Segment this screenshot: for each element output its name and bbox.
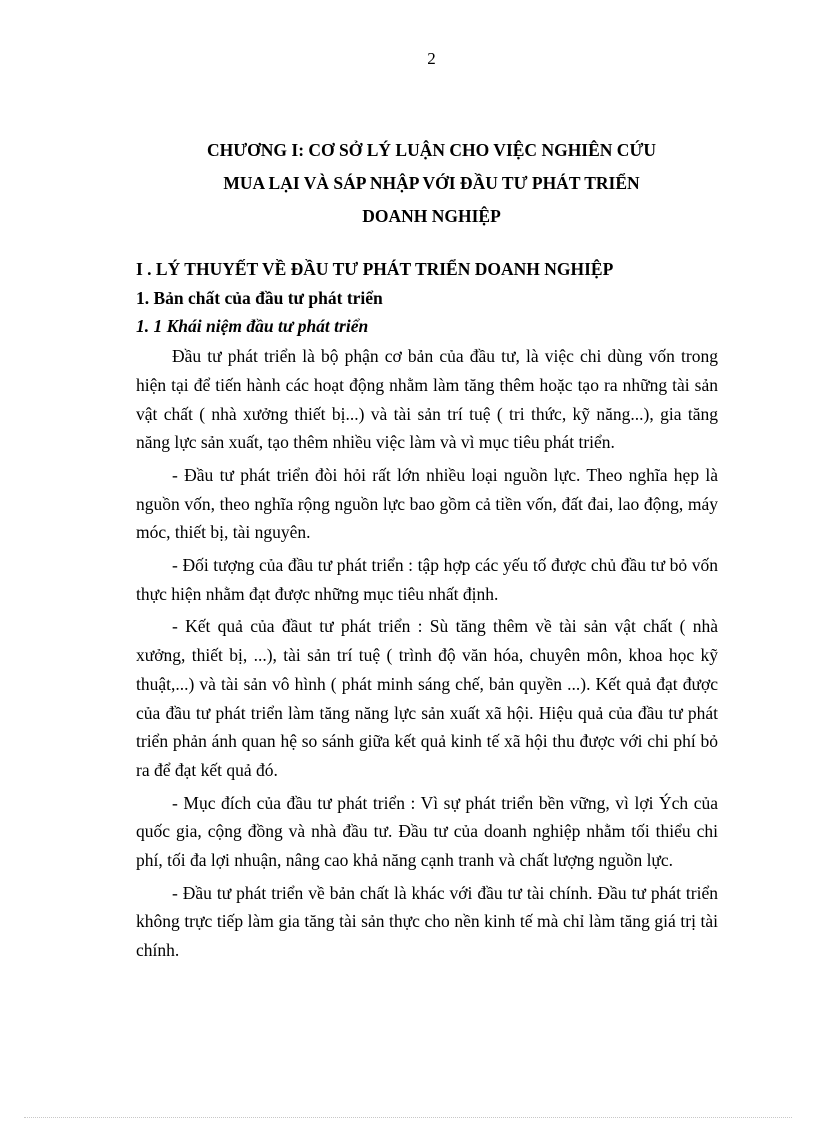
chapter-title — [136, 134, 727, 233]
paragraph-objects: - Đối tượng của đầu tư phát triển : tập hợp các yếu tố được chủ đầu tư bỏ vốn thực hiện nhằm đạt được những mục tiêu nhất định. — [136, 555, 718, 604]
paragraph-resources: - Đầu tư phát triển đòi hỏi rất lớn nhiều loại nguồn lực. Theo nghĩa hẹp là nguồn vốn, theo nghĩa rộng nguồn lực bao gồm cả tiền vốn, đất đai, lao động, máy móc, thiết bị, tài nguyên. — [136, 464, 718, 543]
chapter-title-line-2: MUA LẠI VÀ SÁP NHẬP VỚI ĐẦU TƯ PHÁT TRIỂN — [223, 173, 640, 193]
chapter-title-line-3: DOANH NGHIỆP — [362, 206, 501, 226]
page-bottom-divider — [24, 1117, 792, 1118]
paragraph-nature: - Đầu tư phát triển về bản chất là khác với đầu tư tài chính. Đầu tư phát triển không trực tiếp làm gia tăng tài sản thực cho nền kinh tế mà chỉ làm tăng giá trị tài chính. — [136, 882, 718, 961]
paragraph-results: - Kết quả của đầut tư phát triển : Sù tăng thêm về tài sản vật chất ( nhà xưởng, thiết bị, ...), tài sản trí tuệ ( trình độ văn hóa, chuyên môn, khoa học kỹ thuật,...) và tài sản vô hình ( phát minh sáng chế, bản quyền ...). Kết quả đạt được của đầu tư phát triển làm tăng năng lực sản xuất xã hội. Hiệu quả của đầu tư phát triển phản ánh quan hệ so sánh giữa kết quả kinh tế xã hội thu được với chi phí bỏ ra để đạt kết quả đó. — [136, 616, 718, 780]
subsection-heading: 1. Bản chất của đầu tư phát triển — [136, 287, 383, 308]
section-heading: I . LÝ THUYẾT VỀ ĐẦU TƯ PHÁT TRIỂN DOANH NGHIỆP — [136, 259, 614, 279]
document-body — [136, 255, 718, 969]
chapter-title-line-1: CHƯƠNG I: CƠ SỞ LÝ LUẬN CHO VIỆC NGHIÊN CỨU — [206, 140, 657, 160]
subsubsection-heading: 1. 1 Khái niệm đầu tư phát triển — [136, 316, 369, 337]
paragraph-definition: Đầu tư phát triển là bộ phận cơ bản của đầu tư, là việc chi dùng vốn trong hiện tại để tiến hành các hoạt động nhằm làm tăng thêm hoặc tạo ra những tài sản vật chất ( nhà xưởng thiết bị...) và tài sản trí tuệ ( tri thức, kỹ năng...), gia tăng năng lực sản xuất, tạo thêm nhiều việc làm và vì mục tiêu phát triển. — [136, 346, 718, 453]
paragraph-purpose: - Mục đích của đầu tư phát triển : Vì sự phát triển bền vững, vì lợi Ých của quốc gia, cộng đồng và nhà đầu tư. Đầu tư của doanh nghiệp nhằm tối thiểu chi phí, tối đa lợi nhuận, nâng cao khả năng cạnh tranh và chất lượng nguồn lực. — [136, 792, 718, 871]
page-number: 2 — [427, 49, 436, 68]
